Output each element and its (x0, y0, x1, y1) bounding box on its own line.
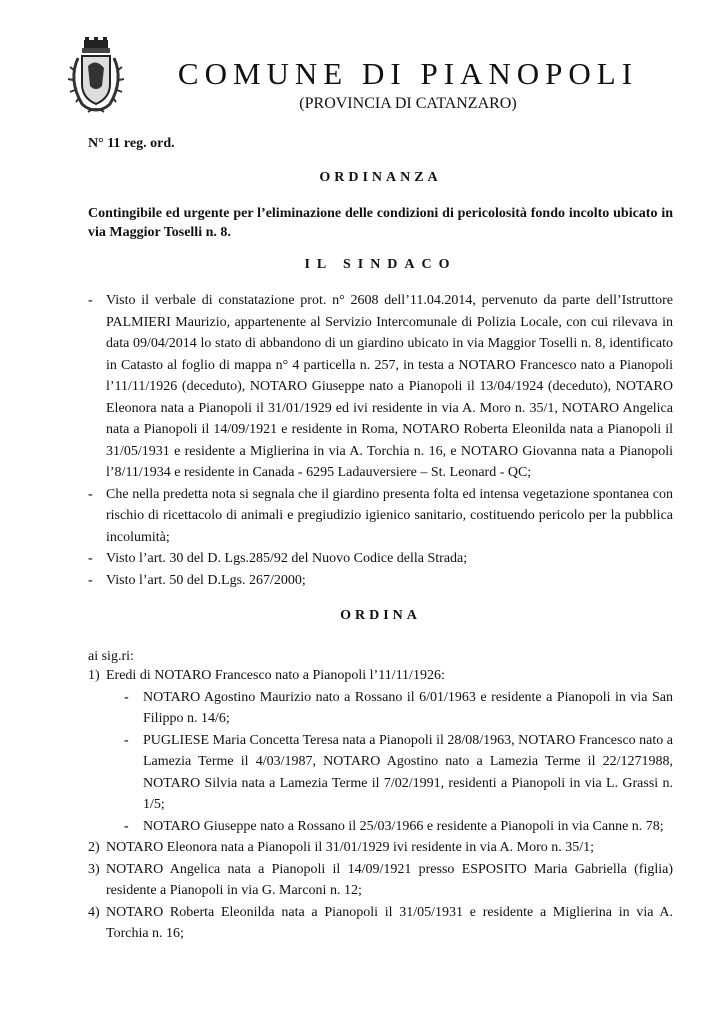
premises-list (88, 290, 673, 591)
addressee-text: Eredi di NOTARO Francesco nato a Pianopoli l’11/11/1926: (106, 668, 445, 683)
item-number: 3) (88, 861, 100, 877)
province-subtitle: (PROVINCIA DI CATANZARO) (299, 95, 517, 112)
sindaco-heading: IL SINDACO (304, 257, 457, 272)
heir-text: NOTARO Agostino Maurizio nato a Rossano il 6/01/1963 e residente a Pianopoli in via San Filippo n. 14/6; (143, 689, 673, 726)
ordina-heading: ORDINA (340, 608, 421, 623)
premise-item (88, 484, 673, 549)
municipal-crest-icon (64, 36, 128, 116)
premise-item (88, 570, 673, 592)
addressee-item (88, 837, 673, 859)
addressee-text: NOTARO Roberta Eleonilda nata a Pianopoli il 31/05/1931 e residente a Miglierina in via A. Torchia n. 16; (106, 904, 673, 941)
item-number: 1) (88, 668, 100, 683)
premise-text: Visto l’art. 50 del D.Lgs. 267/2000; (106, 572, 306, 588)
premise-item (88, 548, 673, 570)
bullet-dash: - (124, 818, 129, 834)
addressee-text: NOTARO Eleonora nata a Pianopoli il 31/01/1929 ivi residente in via A. Moro n. 35/1; (106, 840, 595, 855)
premise-text: Visto l’art. 30 del D. Lgs.285/92 del Nuovo Codice della Strada; (106, 551, 468, 566)
item-number: 4) (88, 904, 100, 920)
addressee-text: NOTARO Angelica nata a Pianopoli il 14/09/1921 presso ESPOSITO Maria Gabriella (figlia) residente a Pianopoli in via G. Marconi n. 12; (106, 861, 673, 898)
heir-item (106, 730, 673, 816)
heirs-sublist (106, 687, 673, 838)
bullet-dash: - (88, 572, 93, 588)
addressee-item (88, 665, 673, 837)
ordinanza-heading: ORDINANZA (319, 170, 442, 185)
addressee-item (88, 859, 673, 902)
heir-text: PUGLIESE Maria Concetta Teresa nata a Pianopoli il 28/08/1963, NOTARO Francesco nato a Lamezia Terme il 4/03/1987, NOTARO Agostino nato a Lamezia Terme il 22/1271988, NOTARO Silvia nata a Lamezia Terme il 7/02/1991, residenti a Pianopoli in via L. Grassi n. 1/5; (143, 732, 673, 812)
bullet-dash: - (88, 551, 93, 566)
bullet-dash: - (124, 732, 129, 748)
premise-text: Che nella predetta nota si segnala che il giardino presenta folta ed intensa vegetazione spontanea con rischio di ricettacolo di animali e pregiudizio igienico sanitario, costituendo pericolo per la pubblica incolumità; (106, 486, 673, 545)
addressees-list (88, 665, 673, 945)
heir-text: NOTARO Giuseppe nato a Rossano il 25/03/1966 e residente a Pianopoli in via Canne n. 78; (143, 818, 664, 834)
bullet-dash: - (124, 689, 129, 705)
bullet-dash: - (88, 293, 93, 308)
municipality-title: COMUNE DI PIANOPOLI (177, 56, 639, 91)
premise-item (88, 290, 673, 484)
heir-item (106, 687, 673, 730)
addressee-item (88, 902, 673, 945)
heir-item (106, 816, 673, 838)
addressees-intro: ai sig.ri: (88, 649, 134, 664)
ordinance-number: N° 11 reg. ord. (88, 136, 175, 151)
bullet-dash: - (88, 486, 93, 502)
premise-text: Visto il verbale di constatazione prot. n° 2608 dell’11.04.2014, pervenuto da parte dell’Istruttore PALMIERI Maurizio, appartenente al Servizio Intercomunale di Polizia Locale, con cui rilevava in data 09/04/2014 lo stato di abbandono di un giardino ubicato in via Maggior Toselli n. 8, identificato in Catasto al foglio di mappa n° 4 particella n. 257, in testa a NOTARO Francesco nato a Pianopoli l’11/11/1926 (deceduto), NOTARO Giuseppe nato a Pianopoli il 13/04/1924 (deceduto), NOTARO Eleonora nata a Pianopoli il 31/01/1929 ed ivi residente in via A. Moro n. 35/1, NOTARO Angelica nata a Pianopoli il 14/09/1921 e residente in Roma, NOTARO Roberta Eleonilda nata a Pianopoli il 31/05/1931 e residente a Miglierina in via A. Torchia n. 16, e NOTARO Giovanna nata a Pianopoli l’8/11/1934 e residente in Canada - 6295 Ladauversiere – St. Leonard - QC; (106, 293, 673, 480)
ordinance-subject: Contingibile ed urgente per l’eliminazione delle condizioni di pericolosità fondo incolto ubicato in via Maggior Toselli n. 8. (88, 206, 673, 240)
item-number: 2) (88, 840, 100, 855)
